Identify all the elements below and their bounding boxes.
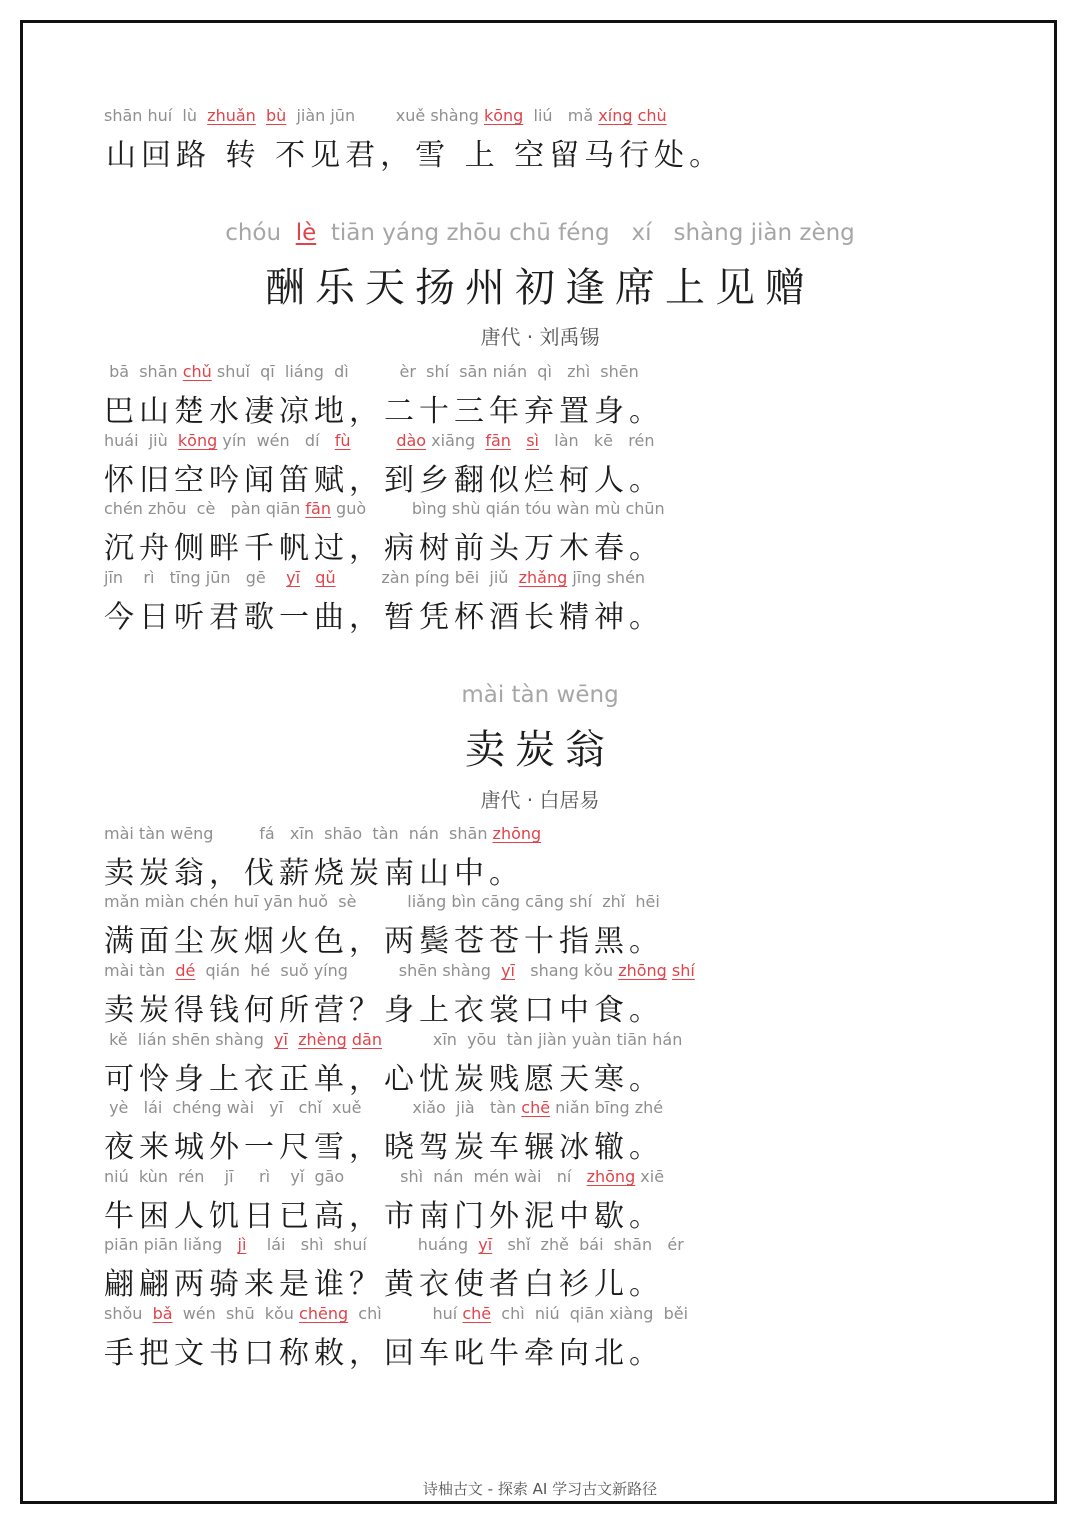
polyphone-pinyin: qǔ <box>315 568 336 587</box>
poem3-text-line: 手把文书口称敕，回车叱牛牵向北。 <box>104 1336 664 1371</box>
polyphone-pinyin: zhōng <box>492 824 542 843</box>
pinyin-text: mài tàn wēng fá xīn shāo tàn nán shān <box>104 824 493 843</box>
polyphone-pinyin: dān <box>351 1030 382 1049</box>
poem3-title-pinyin <box>0 682 1080 708</box>
pinyin-text: niú kùn rén jī rì yǐ gāo shì nán mén wài ní <box>104 1167 587 1186</box>
poem3-title: 卖炭翁 <box>465 727 615 773</box>
polyphone-pinyin: dé <box>175 961 196 980</box>
polyphone-pinyin: sì <box>526 431 539 450</box>
poem3-text-line: 夜来城外一尺雪，晓驾炭车辗冰辙。 <box>104 1130 664 1165</box>
polyphone-pinyin: kōng <box>177 431 218 450</box>
polyphone-pinyin: chǔ <box>182 362 212 381</box>
pinyin-text: bā shān <box>104 362 183 381</box>
pinyin-text: chì niú qiān xiàng běi <box>491 1304 689 1323</box>
polyphone-pinyin: lè <box>295 220 317 246</box>
poem2-text-line: 沉舟侧畔千帆过，病树前头万木春。 <box>104 531 664 566</box>
poem3-pinyin-line <box>104 892 660 911</box>
poem3-pinyin-line <box>104 1167 664 1186</box>
poem2-pinyin-line <box>104 362 639 381</box>
polyphone-pinyin: jì <box>237 1235 247 1254</box>
pinyin-text: zàn píng bēi jiǔ <box>335 568 519 587</box>
pinyin-text: liú mǎ <box>523 106 599 125</box>
pinyin-text: piān piān liǎng <box>104 1235 238 1254</box>
polyphone-pinyin: zhōng <box>618 961 667 980</box>
poem3-pinyin-line <box>104 961 695 980</box>
poem3-pinyin-line <box>104 1098 663 1117</box>
pinyin-text: niǎn bīng zhé <box>550 1098 664 1117</box>
polyphone-pinyin: chù <box>637 106 667 125</box>
poem3-pinyin-line <box>104 1235 684 1254</box>
pinyin-text: jiàn jūn xuě shàng <box>286 106 484 125</box>
pinyin-text: xiē <box>635 1167 665 1186</box>
pinyin-text: guò bìng shù qián tóu wàn mù chūn <box>330 499 665 518</box>
pinyin-text: xiāng <box>426 431 486 450</box>
polyphone-pinyin: zhèng <box>298 1030 347 1049</box>
polyphone-pinyin: chē <box>462 1304 492 1323</box>
poem1-text-line: 山回路 转 不见君，雪 上 空留马行处。 <box>106 138 725 173</box>
poem3-text-line: 牛困人饥日已高，市南门外泥中歇。 <box>104 1199 664 1234</box>
pinyin-text: jīng shén <box>567 568 646 587</box>
polyphone-pinyin: bù <box>265 106 287 125</box>
polyphone-pinyin: shí <box>671 961 695 980</box>
poem3-pinyin-line <box>104 1304 688 1323</box>
poem2-title-pinyin <box>0 220 1080 246</box>
poem2-text-line: 今日听君歌一曲，暂凭杯酒长精神。 <box>104 600 664 635</box>
poem1-pinyin-line <box>104 106 667 125</box>
pinyin-text: xīn yōu tàn jiàn yuàn tiān hán <box>382 1030 683 1049</box>
polyphone-pinyin: fù <box>334 431 351 450</box>
poem2-title: 酬乐天扬州初逢席上见赠 <box>265 265 815 311</box>
pinyin-text: yín wén dí <box>217 431 335 450</box>
pinyin-text <box>256 106 266 125</box>
pinyin-text: shuǐ qī liáng dì èr shí sān nián qì zhì shēn <box>211 362 639 381</box>
poem3-text-line: 可怜身上衣正单，心忧炭贱愿天寒。 <box>104 1062 664 1097</box>
polyphone-pinyin: yī <box>274 1030 288 1049</box>
pinyin-text: mài tàn <box>104 961 176 980</box>
pinyin-text <box>288 1030 298 1049</box>
pinyin-text: wén shū kǒu <box>172 1304 300 1323</box>
pinyin-text: chì huí <box>348 1304 463 1323</box>
pinyin-text: làn kē rén <box>538 431 655 450</box>
pinyin-text: shān huí lù <box>104 106 208 125</box>
pinyin-text: shǒu <box>104 1304 153 1323</box>
poem3-text-line: 满面尘灰烟火色，两鬓苍苍十指黑。 <box>104 924 664 959</box>
polyphone-pinyin: zhuǎn <box>207 106 256 125</box>
pinyin-text: jīn rì tīng jūn gē <box>104 568 287 587</box>
pinyin-text: qián hé suǒ yíng shēn shàng <box>195 961 502 980</box>
pinyin-text: huái jiù <box>104 431 178 450</box>
polyphone-pinyin: yī <box>501 961 515 980</box>
poem3-pinyin-line <box>104 824 541 843</box>
pinyin-text: mài tàn wēng <box>461 682 619 708</box>
polyphone-pinyin: fān <box>305 499 331 518</box>
poem2-pinyin-line <box>104 431 654 450</box>
poem3-text-line: 翩翩两骑来是谁？黄衣使者白衫儿。 <box>104 1267 664 1302</box>
pinyin-text: chóu <box>225 220 296 246</box>
pinyin-text: chén zhōu cè pàn qiān <box>104 499 306 518</box>
polyphone-pinyin: kōng <box>483 106 524 125</box>
pinyin-text <box>351 431 397 450</box>
poem3-text-line: 卖炭翁，伐薪烧炭南山中。 <box>104 856 524 891</box>
poem3-pinyin-line <box>104 1030 682 1049</box>
polyphone-pinyin: chē <box>521 1098 551 1117</box>
polyphone-pinyin: yī <box>286 568 301 587</box>
poem3-text-line: 卖炭得钱何所营？身上衣裳口中食。 <box>104 993 664 1028</box>
pinyin-text <box>511 431 526 450</box>
poem2-pinyin-line <box>104 568 645 587</box>
polyphone-pinyin: fān <box>485 431 511 450</box>
poem2-author: 唐代 · 刘禹锡 <box>480 325 600 349</box>
polyphone-pinyin: yī <box>478 1235 493 1254</box>
poem2-text-line: 巴山楚水凄凉地，二十三年弃置身。 <box>104 394 664 429</box>
polyphone-pinyin: dào <box>396 431 427 450</box>
pinyin-text: mǎn miàn chén huī yān huǒ sè liǎng bìn cāng cāng shí zhǐ hēi <box>104 892 660 911</box>
polyphone-pinyin: chēng <box>299 1304 349 1323</box>
pinyin-text: kě lián shēn shàng <box>104 1030 275 1049</box>
polyphone-pinyin: zhǎng <box>518 568 568 587</box>
pinyin-text: shǐ zhě bái shān ér <box>492 1235 684 1254</box>
poem3-author: 唐代 · 白居易 <box>480 788 600 812</box>
pinyin-text: shang kǒu <box>515 961 619 980</box>
pinyin-text: yè lái chéng wài yī chǐ xuě xiǎo jià tàn <box>104 1098 522 1117</box>
polyphone-pinyin: xíng <box>598 106 633 125</box>
poem2-pinyin-line <box>104 499 665 518</box>
pinyin-text <box>300 568 315 587</box>
pinyin-text: tiān yáng zhōu chū féng xí shàng jiàn zèng <box>316 220 855 246</box>
pinyin-text: lái shì shuí huáng <box>246 1235 479 1254</box>
poem2-text-line: 怀旧空吟闻笛赋，到乡翻似烂柯人。 <box>104 463 664 498</box>
polyphone-pinyin: zhōng <box>586 1167 636 1186</box>
polyphone-pinyin: bǎ <box>152 1304 173 1323</box>
footer-tagline: 诗柚古文 - 探索 AI 学习古文新路径 <box>422 1480 658 1498</box>
